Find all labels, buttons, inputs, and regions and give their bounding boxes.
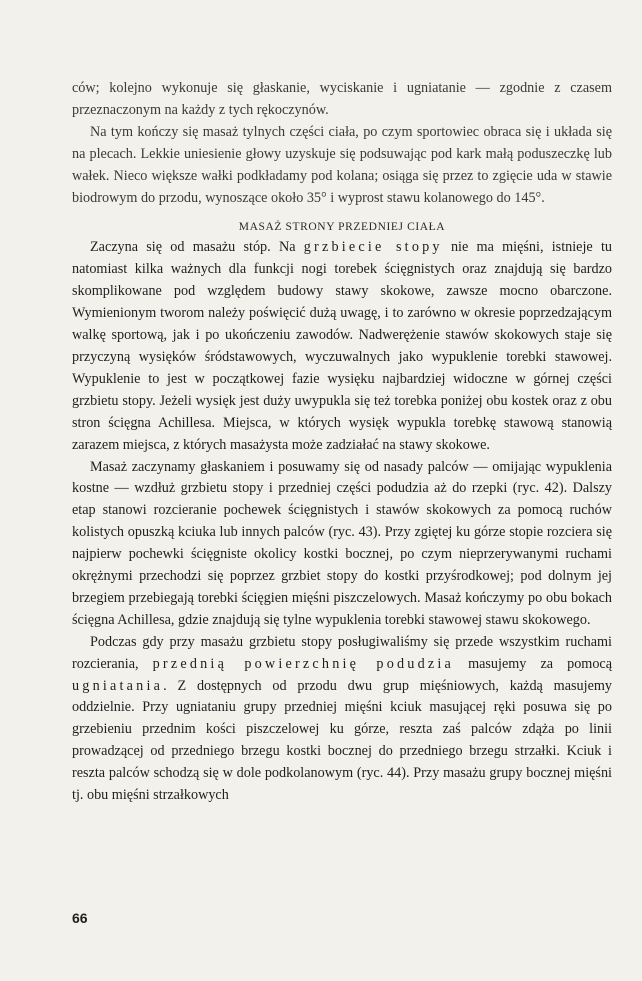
document-page [72, 78, 612, 807]
paragraph-continuation: ców; kolejno wykonuje się głaskanie, wyciskanie i ugniatanie — zgodnie z czasem przeznaczonym na każdy z tych rękoczynów. [72, 80, 612, 118]
paragraph-kneading: Podczas gdy przy masażu grzbietu stopy posługiwaliśmy się przede wszystkim ruchami rozcierania, przednią powierzchnię podudzia masujemy za pomocą ugniatania. Z dostępnych od przodu dwu grup mięśniowych, każdą masujemy oddzielnie. Przy ugniataniu grupy przedniej mięśni kciuk masującej ręki posuwa się po grzebieniu przednim kości piszczelowej ku górze, reszta zaś palców zdąża po linii prowadzącej od przedniego brzegu kostki bocznej do przedniego brzegu strzałki. Kciuk i reszta palców schodzą się w dole podkolanowym (ryc. 44). Przy masażu grupy bocznej mięśni tj. obu mięśni strzałkowych [72, 633, 613, 804]
page-number: 66 [72, 910, 88, 926]
paragraph-back-massage-end: Na tym kończy się masaż tylnych części ciała, po czym sportowiec obraca się i układa się na plecach. Lekkie uniesienie głowy uzyskuje się podsuwając pod kark małą poduszeczkę lub wałek. Nieco większe wałki podkładamy pod kolana; osiąga się przez to zgięcie uda w stawie biodrowym do przodu, wynoszące około 35° i wyprost stawu kolanowego do 145°. [72, 123, 612, 206]
emphasis-spaced: ugniatania [72, 677, 164, 694]
emphasis-spaced: przednią powierzchnię podudzia [152, 655, 455, 672]
paragraph-stroking: Masaż zaczynamy głaskaniem i posuwamy się od nasady palców — omijając wypuklenia kostne — wzdłuż grzbietu stopy i przedniej części podudzia aż do rzepki (ryc. 42). Dalszy etap stanowi rozcieranie pochewek ścięgnistych i stawów skokowych za pomocą ruchów kolistych opuszką kciuka lub innych palców (ryc. 43). Przy zgiętej ku górze stopie rozciera się najpierw pochewki ścięgniste okolicy kostki bocznej, po czym nieprzerywanymi ruchami okrężnymi przechodzi się poprzez grzbiet stopy do kostki przyśrodkowej; pod dolnym jej brzegiem przebiegają torebki ścięgien mięśni piszczelowych. Masaż kończymy po obu bokach ścięgna Achillesa, gdzie znajdują się tylne wypuklenia torebki stawowej stawu skokowego. [72, 458, 612, 628]
section-heading: MASAŻ STRONY PRZEDNIEJ CIAŁA [238, 221, 446, 234]
paragraph-foot-massage: Zaczyna się od masażu stóp. Na grzbiecie stopy nie ma mięśni, istnieje tu natomiast kilka ważnych dla funkcji nogi torebek ścięgnistych oraz znajdują się bardzo skomplikowane pod względem budowy stawy skokowe, zawsze mocno obarczone. Wymienionym tworom należy poświęcić dużą uwagę, i to zarówno w okresie poprzedzającym walkę sportową, jak i po ukończeniu zawodów. Nadwerężenie stawów skokowych staje się przyczyną wysięków śródstawowych, wyczuwalnych jako wypuklenie torebki stawowej. Wypuklenie to jest w początkowej fazie wysięku najbardziej widoczne w górnej części grzbietu stopy. Jeżeli wysięk jest duży uwypukla się też torebka poniżej obu kostek oraz z obu stron ścięgna Achillesa. Miejsca, w których wysięk wypukla torebkę stawową stanowią zarazem miejsca, z których masażysta może zadziałać na stawy skokowe. [72, 239, 612, 453]
emphasis-spaced: grzbiecie stopy [303, 239, 443, 256]
